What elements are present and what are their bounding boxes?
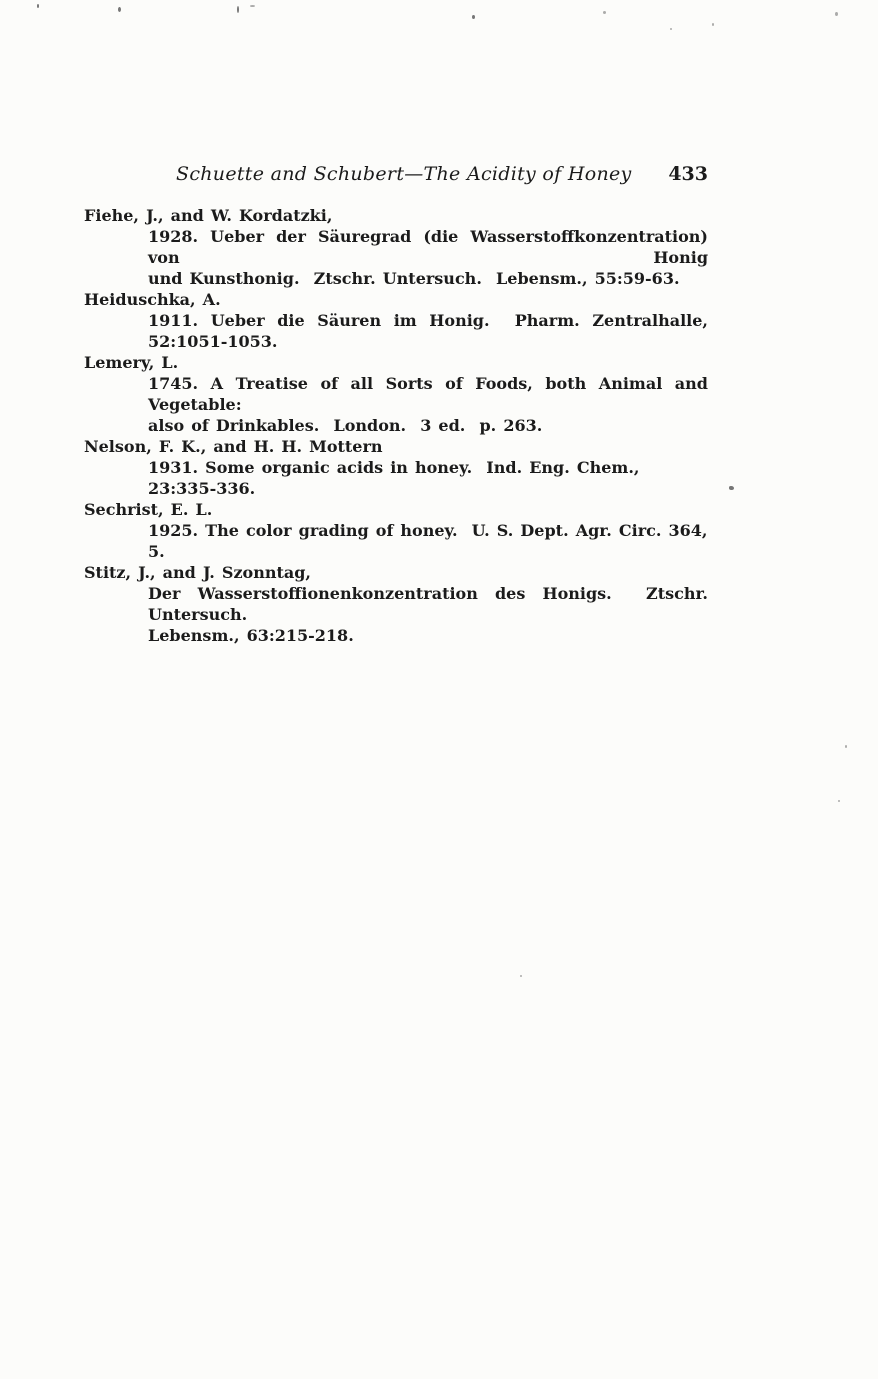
scan-speck: [472, 15, 475, 19]
scan-speck: [118, 7, 121, 12]
page-number: 433: [668, 163, 708, 185]
reference-author: Lemery, L.: [84, 353, 179, 372]
reference-author: Nelson, F. K., and H. H. Mottern: [84, 437, 383, 456]
reference-entry: [84, 289, 714, 352]
reference-list: [84, 205, 715, 646]
reference-entry: [84, 436, 708, 499]
reference-entry: [84, 352, 714, 436]
reference-entry: [84, 562, 714, 646]
reference-author: Fiehe, J., and W. Kordatzki,: [84, 206, 333, 225]
scan-speck: [37, 4, 39, 8]
reference-line: Lebensm., 63:215-218.: [148, 626, 354, 645]
scan-speck: [835, 12, 838, 16]
scan-speck: [520, 975, 522, 977]
reference-author: Stitz, J., and J. Szonntag,: [84, 563, 311, 582]
reference-line: also of Drinkables. London. 3 ed. p. 263.: [148, 416, 543, 435]
reference-author: Heiduschka, A.: [84, 290, 221, 309]
scan-speck: [712, 23, 714, 26]
scan-speck: [603, 11, 606, 14]
scan-speck: [250, 5, 255, 7]
running-header: [84, 163, 708, 191]
scan-speck: [845, 745, 847, 748]
reference-line: 1931. Some organic acids in honey. Ind. Eng. Chem., 23:335-336.: [148, 458, 647, 498]
reference-line: 1928. Ueber der Säuregrad (die Wasserstoffkonzentration) von Honig: [148, 227, 714, 267]
scan-speck: [670, 28, 672, 30]
scan-speck: [729, 486, 734, 490]
reference-entry: [84, 499, 715, 562]
reference-line: Der Wasserstoffionenkonzentration des Honigs. Ztschr. Untersuch.: [148, 584, 714, 624]
reference-line: 1911. Ueber die Säuren im Honig. Pharm. Zentralhalle, 52:1051-1053.: [148, 311, 714, 351]
reference-author: Sechrist, E. L.: [84, 500, 213, 519]
reference-line: 1745. A Treatise of all Sorts of Foods, both Animal and Vegetable:: [148, 374, 714, 414]
scan-speck: [838, 800, 840, 802]
reference-entry: [84, 205, 714, 289]
reference-line: und Kunsthonig. Ztschr. Untersuch. Lebensm., 55:59-63.: [148, 269, 680, 288]
reference-line: 1925. The color grading of honey. U. S. Dept. Agr. Circ. 364, 5.: [148, 521, 715, 561]
scan-speck: [237, 6, 239, 13]
running-title: Schuette and Schubert—The Acidity of Honey: [176, 163, 632, 185]
